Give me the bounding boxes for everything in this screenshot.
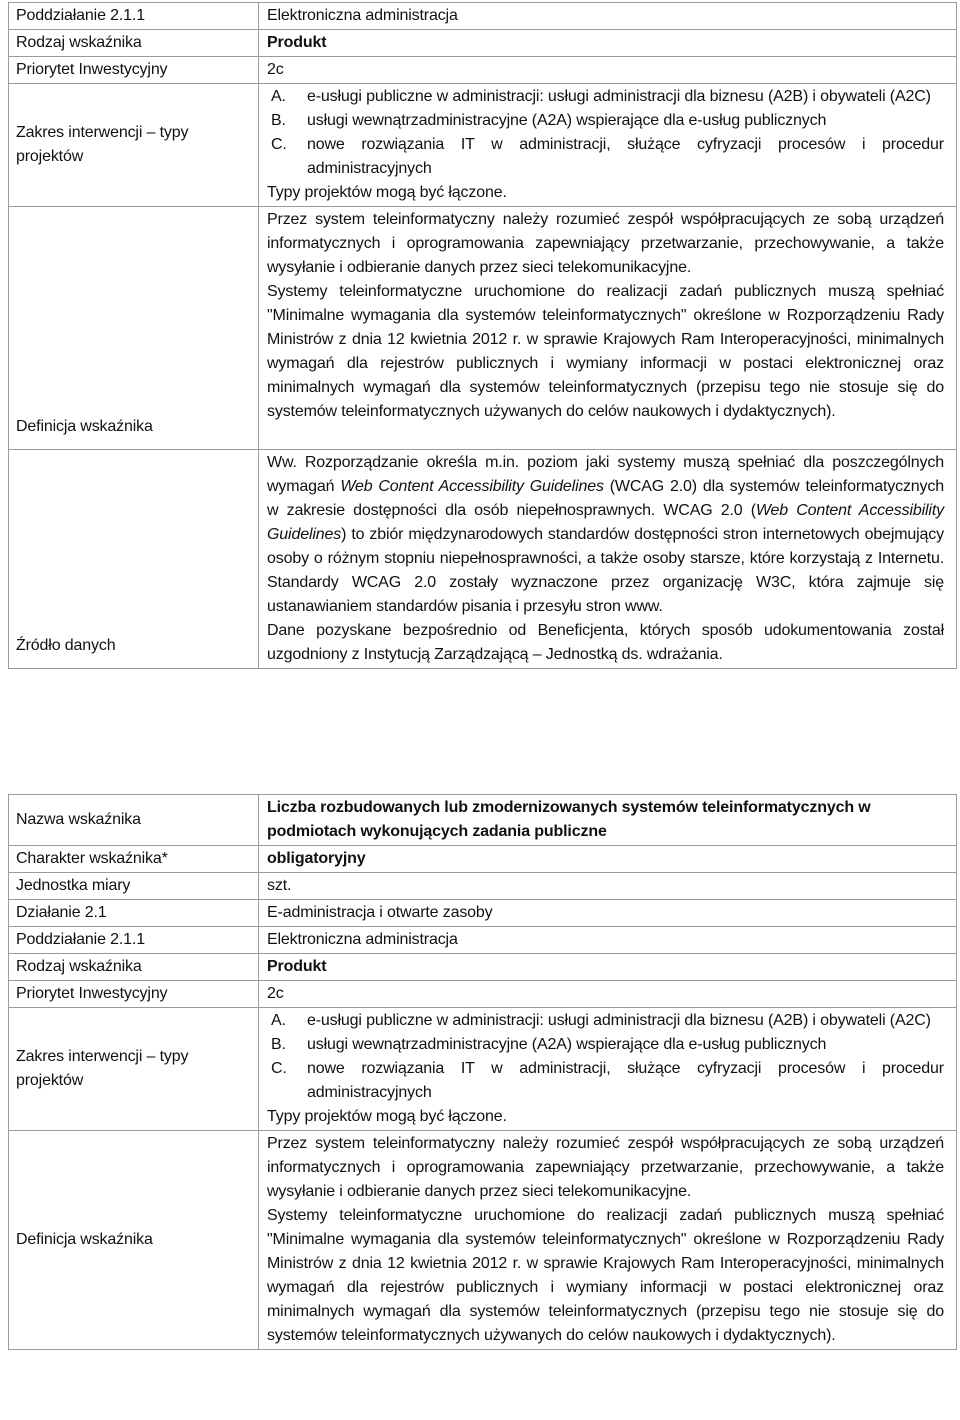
row-value: Elektroniczna administracja	[259, 3, 957, 30]
table-row	[9, 57, 957, 84]
indicator-table-2	[8, 794, 957, 1350]
list-text: e-usługi publiczne w administracji: usługi administracji dla biznesu (A2B) i obywateli (A2C)	[307, 88, 931, 105]
row-value: szt.	[259, 873, 957, 900]
table-row	[9, 981, 957, 1008]
row-value: E-administracja i otwarte zasoby	[259, 900, 957, 927]
table-row	[9, 84, 957, 207]
scope-cell	[259, 1008, 957, 1131]
list-text: e-usługi publiczne w administracji: usługi administracji dla biznesu (A2B) i obywateli (A2C)	[307, 1012, 931, 1029]
row-label: Nazwa wskaźnika	[9, 795, 259, 846]
definition-paragraph: Systemy teleinformatyczne uruchomione do realizacji zadań publicznych muszą spełniać "Minimalne wymagania dla systemów teleinformatycznych" określone w Rozporządzeniu Rady Ministrów z dnia 12 kwietnia 2012 r. w sprawie Krajowych Ram Interoperacyjności, minimalnych wymagań dla rejestrów publicznych i wymiany informacji w postaci elektronicznej oraz minimalnych wymagań dla systemów teleinformatycznych (przepisu tego nie stosuje się do systemów teleinformatycznych używanych do celów naukowych i dydaktycznych).	[267, 1207, 944, 1344]
table-row	[9, 1131, 957, 1350]
row-label: Rodzaj wskaźnika	[9, 30, 259, 57]
list-item	[267, 1057, 944, 1105]
definition-cell	[259, 1131, 957, 1350]
wcag-term: Web Content Accessibility Guidelines	[340, 478, 604, 495]
row-label: Poddziałanie 2.1.1	[9, 3, 259, 30]
row-value: obligatoryjny	[259, 846, 957, 873]
table-row	[9, 3, 957, 30]
row-label: Charakter wskaźnika*	[9, 846, 259, 873]
project-type-list	[267, 1009, 944, 1105]
table-row	[9, 927, 957, 954]
indicator-name: Liczba rozbudowanych lub zmodernizowanych systemów teleinformatycznych w podmiotach wykonujących zadania publiczne	[259, 795, 957, 846]
wcag-term: Web Content Accessibility Guidelines	[267, 502, 944, 543]
list-marker: A.	[271, 88, 286, 105]
indicator-table-1	[8, 2, 957, 669]
definition-paragraph: Przez system teleinformatyczny należy rozumieć zespół współpracujących ze sobą urządzeń informatycznych i oprogramowania zapewniający przetwarzanie, przechowywanie, a także wysyłanie i odbieranie danych przez sieci telekomunikacyjne.	[267, 211, 944, 276]
list-item	[267, 1033, 944, 1057]
source-cell	[259, 450, 957, 669]
list-marker: A.	[271, 1012, 286, 1029]
list-text: usługi wewnątrzadministracyjne (A2A) wspierające dla e-usług publicznych	[307, 112, 827, 129]
list-marker: B.	[271, 112, 286, 129]
list-text: usługi wewnątrzadministracyjne (A2A) wspierające dla e-usług publicznych	[307, 1036, 827, 1053]
source-text: Dane pozyskane bezpośrednio od Beneficjenta, których sposób udokumentowania został uzgodniony z Instytucją Zarządzającą – Jednostką ds. wdrażania.	[267, 622, 944, 663]
list-marker: B.	[271, 1036, 286, 1053]
project-type-list	[267, 85, 944, 181]
definition-paragraph: Ww. Rozporządzanie określa m.in. poziom jaki systemy muszą spełniać dla poszczególnych wymagań Web Content Accessibility Guidelines (WCAG 2.0) dla systemów teleinformatycznych w zakresie dostępności dla osób niepełnosprawnych. WCAG 2.0 (Web Content Accessibility Guidelines) to zbiór międzynarodowych standardów dostępności stron internetowych obejmujący osoby o różnym stopniu niepełnosprawności, a także osoby starsze, które korzystają z Internetu. Standardy WCAG 2.0 zostały wyznaczone przez organizację W3C, która zajmuje się ustanawianiem standardów pisania i przesyłu stron www.	[267, 454, 944, 615]
list-item	[267, 1009, 944, 1033]
table-row	[9, 450, 957, 669]
row-label: Rodzaj wskaźnika	[9, 954, 259, 981]
row-value: 2c	[259, 981, 957, 1008]
table-row	[9, 795, 957, 846]
row-value: Produkt	[259, 30, 957, 57]
definition-paragraph: Przez system teleinformatyczny należy rozumieć zespół współpracujących ze sobą urządzeń informatycznych i oprogramowania zapewniający przetwarzanie, przechowywanie, a także wysyłanie i odbieranie danych przez sieci telekomunikacyjne.	[267, 1135, 944, 1200]
list-marker: C.	[271, 1060, 287, 1077]
row-label: Poddziałanie 2.1.1	[9, 927, 259, 954]
table-row	[9, 207, 957, 450]
table-row	[9, 873, 957, 900]
table-row	[9, 954, 957, 981]
row-label: Źródło danych	[9, 450, 259, 669]
list-text: nowe rozwiązania IT w administracji, służące cyfryzacji procesów i procedur administracyjnych	[307, 1060, 944, 1101]
row-label: Działanie 2.1	[9, 900, 259, 927]
definition-paragraph: Systemy teleinformatyczne uruchomione do realizacji zadań publicznych muszą spełniać "Minimalne wymagania dla systemów teleinformatycznych" określone w Rozporządzeniu Rady Ministrów z dnia 12 kwietnia 2012 r. w sprawie Krajowych Ram Interoperacyjności, minimalnych wymagań dla rejestrów publicznych i wymiany informacji w postaci elektronicznej oraz minimalnych wymagań dla systemów teleinformatycznych (przepisu tego nie stosuje się do systemów teleinformatycznych używanych do celów naukowych i dydaktycznych).	[267, 283, 944, 420]
list-item	[267, 133, 944, 181]
scope-cell	[259, 84, 957, 207]
list-text: nowe rozwiązania IT w administracji, służące cyfryzacji procesów i procedur administracyjnych	[307, 136, 944, 177]
row-label: Zakres interwencji – typy projektów	[9, 84, 259, 207]
row-value: 2c	[259, 57, 957, 84]
table-row	[9, 1008, 957, 1131]
scope-note: Typy projektów mogą być łączone.	[267, 1108, 507, 1125]
row-value: Produkt	[259, 954, 957, 981]
list-marker: C.	[271, 136, 287, 153]
row-label: Jednostka miary	[9, 873, 259, 900]
row-value: Elektroniczna administracja	[259, 927, 957, 954]
table-row	[9, 846, 957, 873]
definition-cell	[259, 207, 957, 450]
row-label: Priorytet Inwestycyjny	[9, 981, 259, 1008]
table-row	[9, 30, 957, 57]
table-row	[9, 900, 957, 927]
row-label: Zakres interwencji – typy projektów	[9, 1008, 259, 1131]
row-label: Priorytet Inwestycyjny	[9, 57, 259, 84]
list-item	[267, 85, 944, 109]
scope-note: Typy projektów mogą być łączone.	[267, 184, 507, 201]
row-label: Definicja wskaźnika	[9, 1131, 259, 1350]
list-item	[267, 109, 944, 133]
row-label: Definicja wskaźnika	[9, 207, 259, 450]
